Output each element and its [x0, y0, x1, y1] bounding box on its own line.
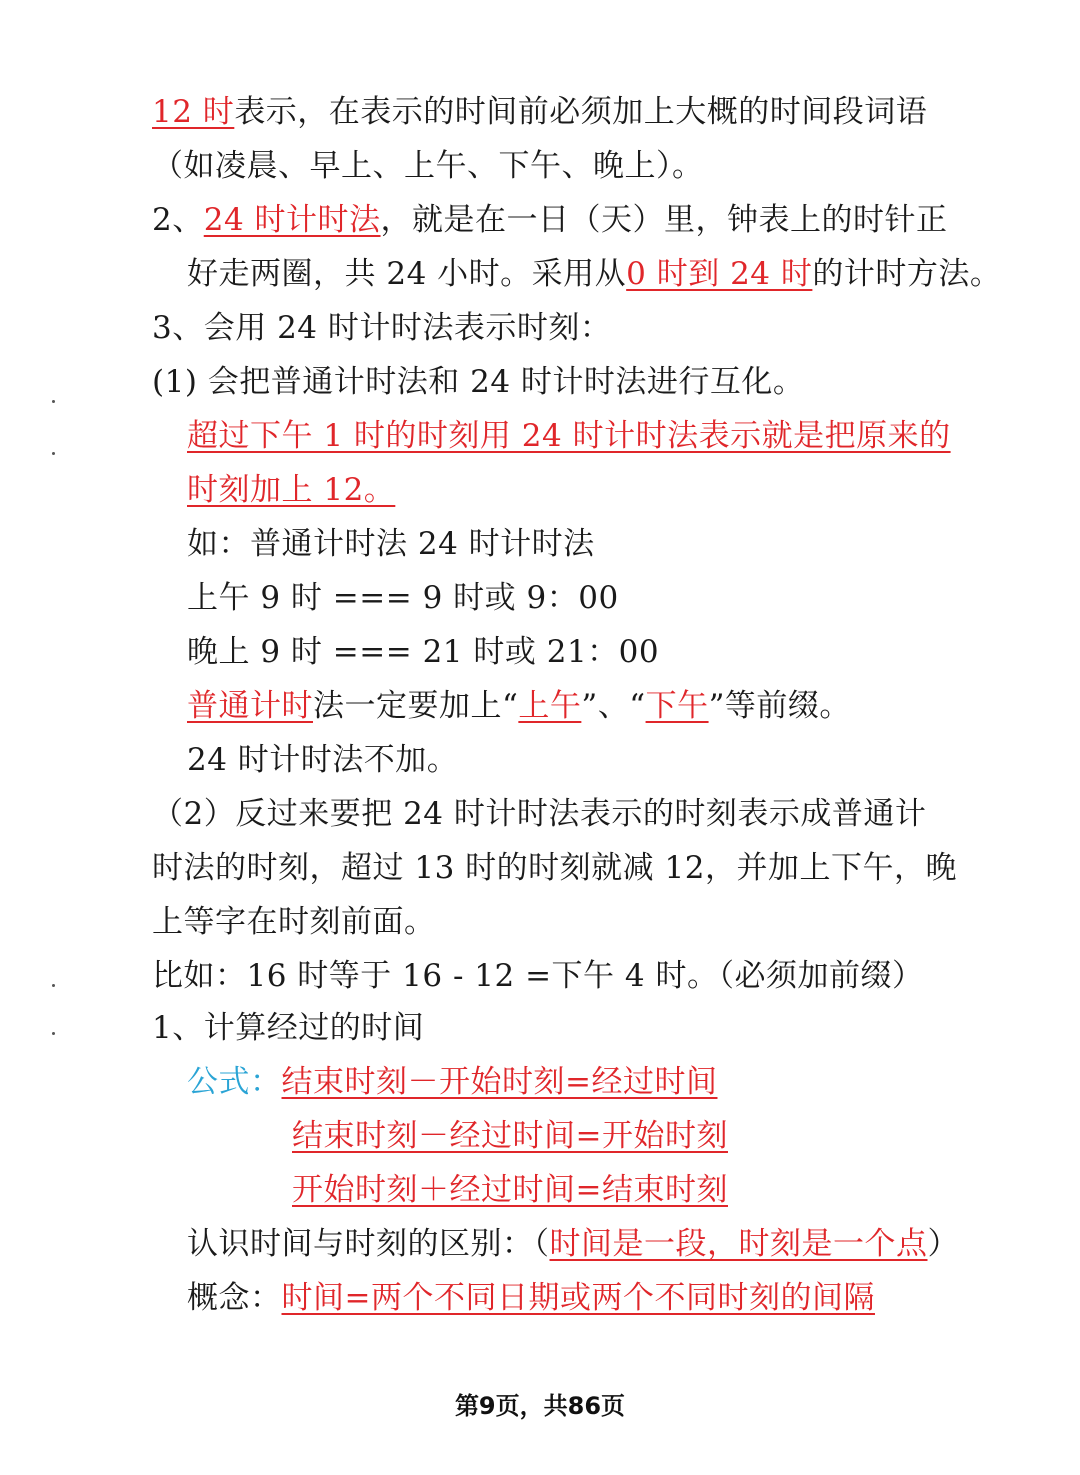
text-line-3: 2、24 时计时法，就是在一日（天）里，钟表上的时针正: [152, 202, 948, 238]
text-line-19: [187, 1062, 717, 1102]
text-line-23: 概念：时间=两个不同日期或两个不同时刻的间隔: [187, 1280, 875, 1316]
page-footer: 第9页，共86页: [454, 1392, 626, 1420]
scan-dot: [52, 400, 55, 403]
rule-highlight-cont: 时刻加上 12。: [187, 472, 396, 508]
text-line-8: [187, 470, 395, 510]
text-line-10: 上午 9 时 === 9 时或 9：00: [187, 580, 619, 616]
highlight-0-to-24: 0 时到 24 时: [626, 256, 813, 292]
text-line-1: 12 时表示，在表示的时间前必须加上大概的时间段词语: [152, 94, 928, 130]
highlight-normal-system: 普通计时: [187, 688, 313, 724]
text-line-4: 好走两圈，共 24 小时。采用从0 时到 24 时的计时方法。: [187, 256, 1002, 292]
highlight-difference: 时间是一段，时刻是一个点: [549, 1226, 928, 1262]
text-line-7: [187, 416, 951, 456]
text-line-17: 比如：16 时等于 16 - 12 =下午 4 时。（必须加前缀）: [152, 958, 924, 994]
highlight-24-hour-system: 24 时计时法: [203, 202, 381, 238]
highlight-pm: 下午: [645, 688, 709, 724]
scan-dot: [52, 1032, 55, 1035]
text-line-15: 时法的时刻，超过 13 时的时刻就减 12，并加上下午，晚: [152, 850, 957, 886]
text-line-21: [292, 1170, 728, 1210]
formula-3: 开始时刻＋经过时间=结束时刻: [292, 1172, 728, 1208]
text-line-14: （2）反过来要把 24 时计时法表示的时刻表示成普通计: [152, 796, 927, 832]
text-line-9: 如：普通计时法 24 时计时法: [187, 526, 595, 562]
text-line-2: （如凌晨、早上、上午、下午、晚上）。: [152, 148, 704, 184]
text-line-6: (1) 会把普通计时法和 24 时计时法进行互化。: [152, 364, 805, 400]
text-line-16: 上等字在时刻前面。: [152, 904, 436, 940]
text-line-20: [292, 1116, 728, 1156]
scan-dot: [52, 984, 55, 987]
formula-2: 结束时刻－经过时间=开始时刻: [292, 1118, 728, 1154]
text-line-11: 晚上 9 时 === 21 时或 21：00: [187, 634, 660, 670]
rule-highlight: 超过下午 1 时的时刻用 24 时计时法表示就是把原来的: [187, 418, 951, 454]
text-line-22: 认识时间与时刻的区别：（时间是一段，时刻是一个点）: [187, 1226, 959, 1262]
highlight-concept: 时间=两个不同日期或两个不同时刻的间隔: [281, 1280, 875, 1316]
highlight-am: 上午: [518, 688, 582, 724]
formula-label: 公式：: [187, 1064, 282, 1100]
scan-dot: [52, 452, 55, 455]
text-line-13: 24 时计时法不加。: [187, 742, 459, 778]
text-line-5: 3、会用 24 时计时法表示时刻：: [152, 310, 612, 346]
formula-1: 结束时刻－开始时刻=经过时间: [281, 1064, 718, 1100]
text-line-18: 1、计算经过的时间: [152, 1010, 425, 1046]
highlight-12-hour: 12 时: [152, 94, 235, 130]
text-line-12: 普通计时法一定要加上“上午”、“下午”等前缀。: [187, 688, 851, 724]
